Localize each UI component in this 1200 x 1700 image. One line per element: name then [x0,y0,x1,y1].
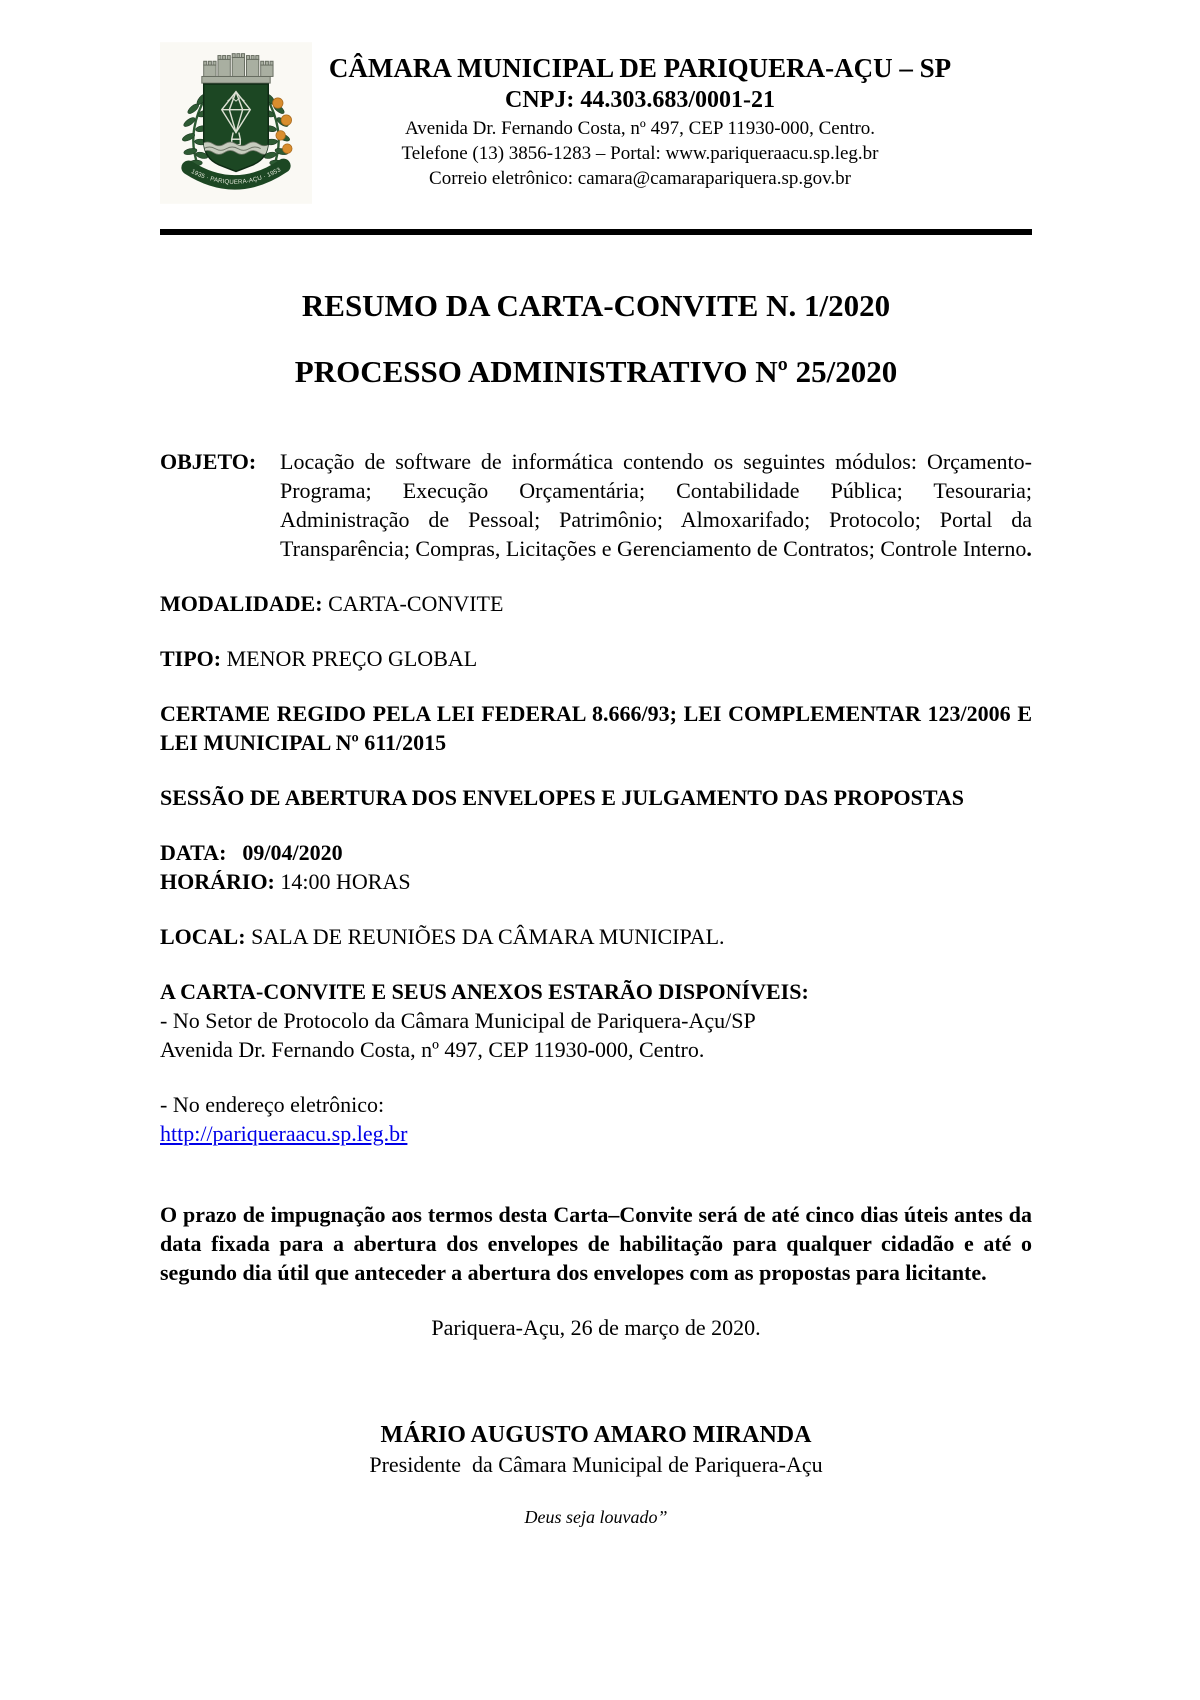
tipo-line [160,644,1032,673]
objeto-section [160,447,1032,563]
letterhead-text [312,40,1032,191]
signature-name: MÁRIO AUGUSTO AMARO MIRANDA [380,1422,812,1448]
cnpj-line: CNPJ: 44.303.683/0001-21 [505,87,775,113]
disponiveis-line-address: Avenida Dr. Fernando Costa, nº 497, CEP 11930-000, Centro. [160,1037,705,1062]
email-line: Correio eletrônico: camara@camarapariquera.sp.gov.br [429,168,851,189]
objeto-label: OBJETO: [160,449,257,474]
document-title: RESUMO DA CARTA-CONVITE N. 1/2020 [301,288,891,323]
endereco-eletronico-label: - No endereço eletrônico: [160,1092,385,1117]
data-horario-block [160,838,1032,896]
objeto-period: . [1026,536,1032,561]
document-subtitle: PROCESSO ADMINISTRATIVO Nº 25/2020 [294,354,898,389]
phone-portal-line: Telefone (13) 3856-1283 – Portal: www.pariqueraacu.sp.leg.br [401,143,879,164]
org-name: CÂMARA MUNICIPAL DE PARIQUERA-AÇU – SP [328,53,952,83]
site-link[interactable]: http://pariqueraacu.sp.leg.br [160,1121,408,1146]
data-value: 09/04/2020 [242,840,343,865]
local-line [160,922,1032,951]
crest-banner-text: 1935 · PARIQUERA-AÇU · 1953 [189,166,283,186]
tipo-value: MENOR PREÇO GLOBAL [226,646,478,671]
coat-of-arms-image [160,42,312,204]
disponiveis-block [160,977,1032,1064]
disponiveis-line-protocolo: - No Setor de Protocolo da Câmara Municipal de Pariquera-Açu/SP [160,1008,756,1033]
disponiveis-heading: A CARTA-CONVITE E SEUS ANEXOS ESTARÃO DISPONÍVEIS: [160,979,809,1004]
objeto-text: Locação de software de informática contendo os seguintes módulos: Orçamento-Programa; Execução Orçamentária; Contabilidade Pública; Tesouraria; Administração de Pessoal; Patrimônio; Almoxarifado; Protocolo; Portal da Transparência; Compras, Licitações e Gerenciamento de Contratos; Controle Interno. [280,449,1032,561]
modalidade-label: MODALIDADE: [160,591,323,616]
modalidade-line [160,589,1032,618]
endereco-block [160,1090,1032,1148]
shield-icon [202,84,270,171]
address-line: Avenida Dr. Fernando Costa, nº 497, CEP 11930-000, Centro. [404,118,876,139]
data-line [160,838,1032,867]
certame-paragraph: CERTAME REGIDO PELA LEI FEDERAL 8.666/93; LEI COMPLEMENTAR 123/2006 E LEI MUNICIPAL Nº 611/2015 [160,701,1032,755]
date-line: Pariquera-Açu, 26 de março de 2020. [431,1315,761,1340]
letterhead [160,40,1032,211]
motto: Deus seja louvado” [524,1507,668,1527]
signature-role: Presidente da Câmara Municipal de Pariquera-Açu [369,1452,823,1477]
prazo-paragraph: O prazo de impugnação aos termos desta Carta–Convite será de até cinco dias úteis antes da data fixada para a abertura dos envelopes de habilitação para qualquer cidadão e até o segundo dia útil que anteceder a abertura dos envelopes com as propostas para licitante. [160,1202,1032,1285]
horario-label: HORÁRIO: [160,869,275,894]
coat-of-arms [160,42,312,211]
tipo-label: TIPO: [160,646,222,671]
local-value: SALA DE REUNIÕES DA CÂMARA MUNICIPAL. [251,924,725,949]
modalidade-value: CARTA-CONVITE [328,591,504,616]
data-label: DATA: [160,840,227,865]
horario-value: 14:00 HORAS [280,869,411,894]
local-label: LOCAL: [160,924,246,949]
horario-line [160,867,1032,896]
header-divider [160,229,1032,235]
sessao-paragraph: SESSÃO DE ABERTURA DOS ENVELOPES E JULGAMENTO DAS PROPOSTAS [160,785,965,810]
signature-block [160,1420,1032,1479]
